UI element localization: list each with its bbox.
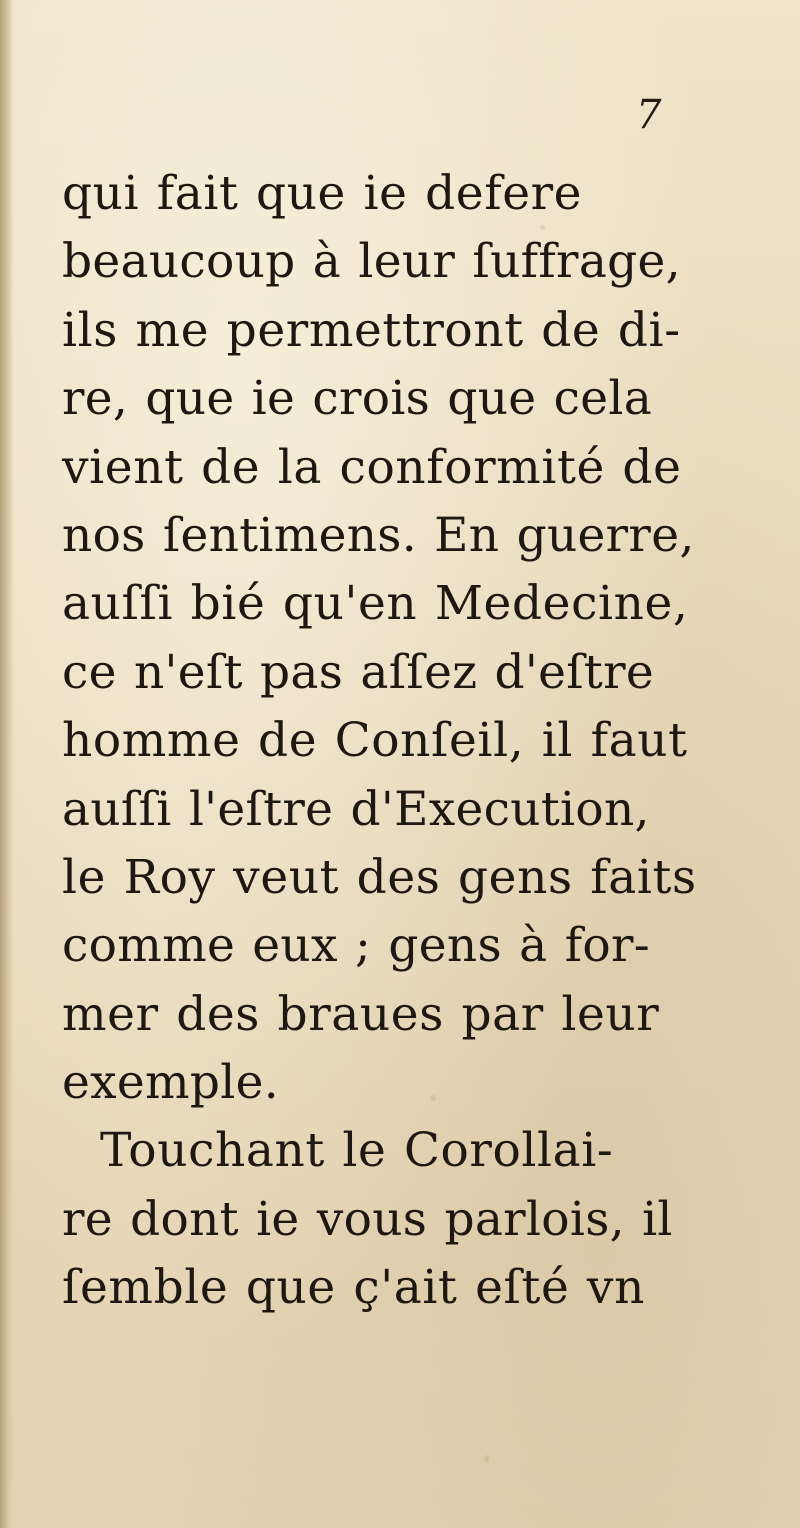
text-line: re dont ie vous parlois, il [62,1191,673,1247]
text-line: ſemble que ç'ait eſté vn [62,1260,645,1316]
text-line: vient de la conformité de [62,439,682,495]
text-line: auſſi l'eſtre d'Execution, [62,781,650,837]
text-line: ce n'eſt pas aſſez d'eſtre [62,644,654,700]
text-line: mer des braues par leur [62,986,660,1042]
text-line: homme de Conſeil, il faut [62,713,688,769]
paragraph-start-line: Touchant le Corollai- [100,1123,614,1179]
text-line: le Roy veut des gens faits [62,849,697,905]
text-line: re, que ie crois que cela [62,371,653,427]
text-line: ils me permettront de di- [62,302,681,358]
body-text [62,160,722,1323]
text-line: exemple. [62,1055,279,1111]
text-line: qui fait que ie defere [62,166,583,221]
page-gutter-edge [0,0,14,1528]
text-line: auſſi bié qu'en Medecine, [62,576,689,632]
text-line: comme eux ; gens à for- [62,918,650,974]
page-number: 7 [636,92,662,138]
text-line: beaucoup à leur ſuffrage, [62,234,681,290]
foxing-spot [485,1455,489,1463]
text-line: nos ſentimens. En guerre, [62,507,695,563]
